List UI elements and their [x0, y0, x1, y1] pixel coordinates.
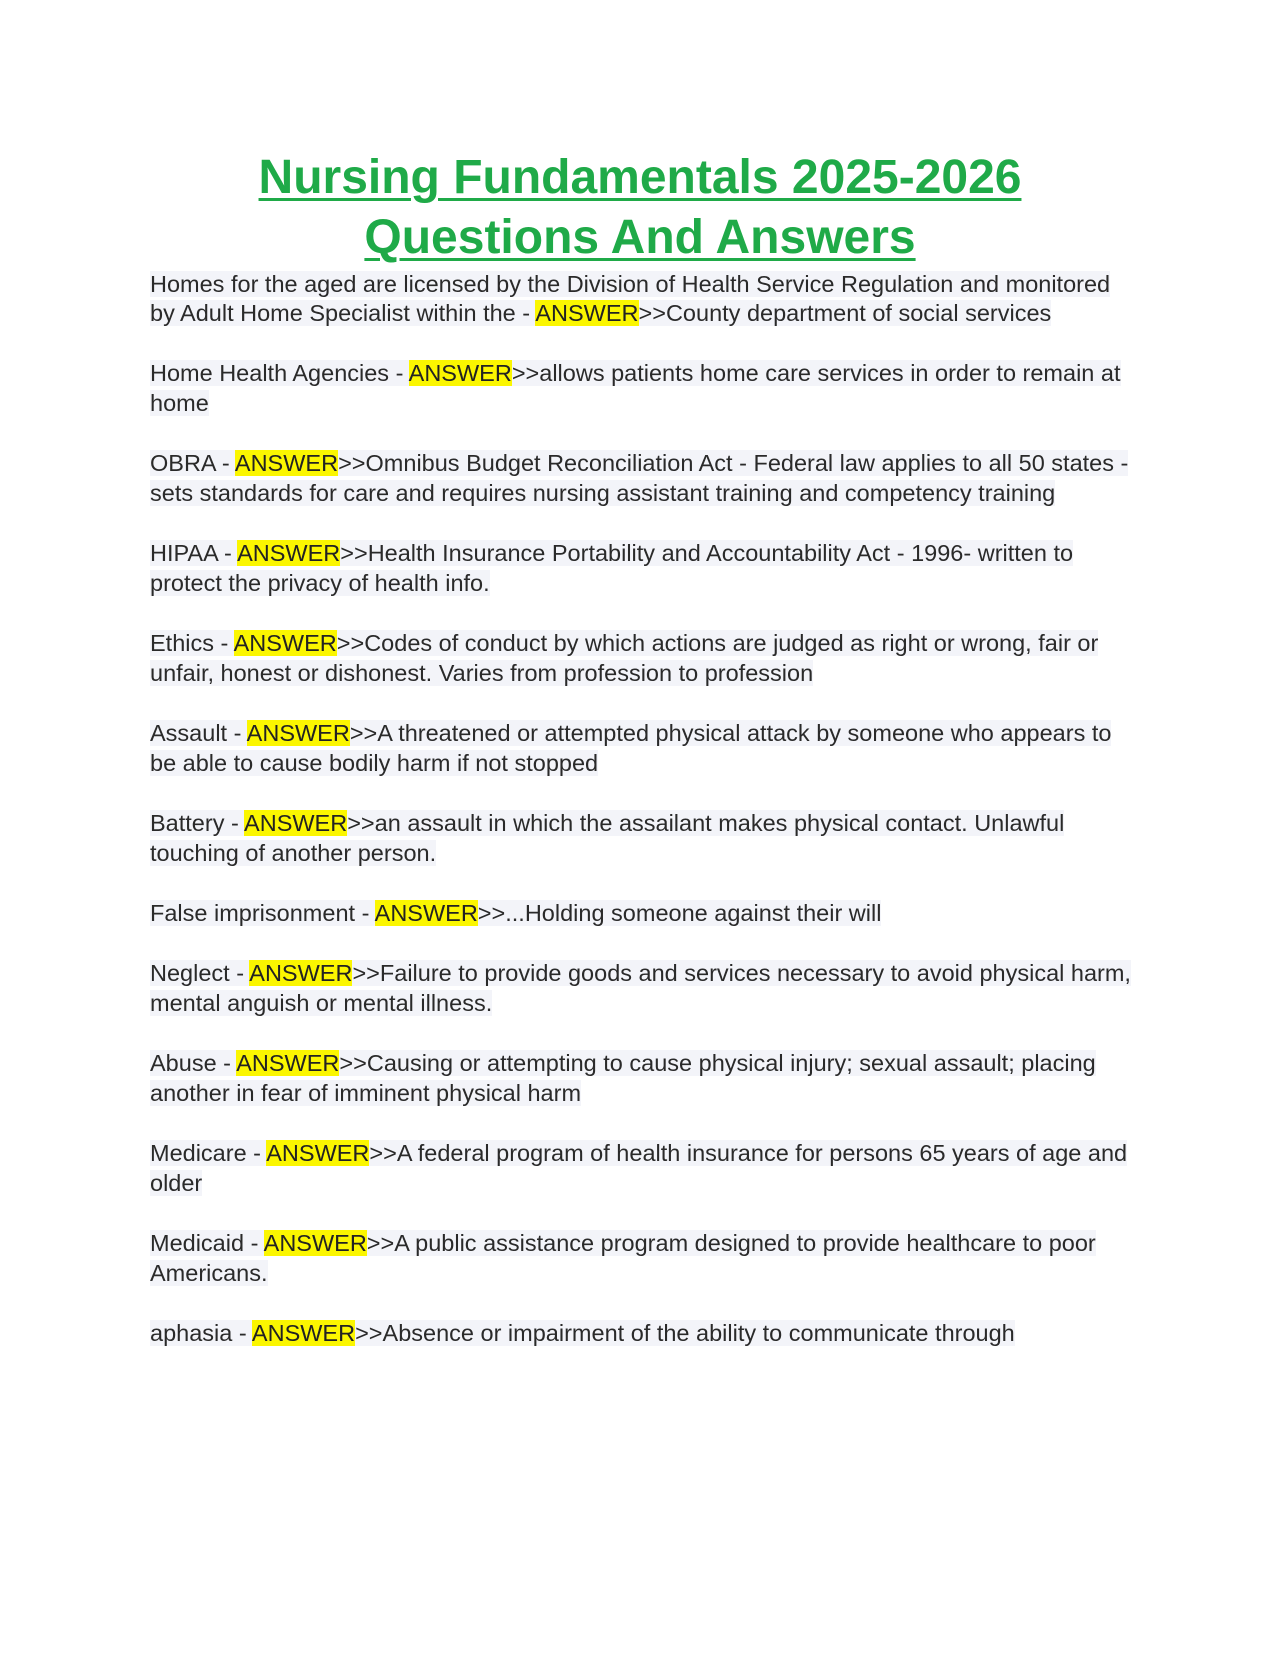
- qa-entry: [150, 628, 1140, 688]
- qa-separator: -: [244, 1230, 264, 1256]
- qa-entry: [150, 1048, 1140, 1108]
- qa-entry: [150, 270, 1140, 328]
- answer-arrow: >>: [339, 1050, 367, 1076]
- title-line-2: Questions And Answers: [364, 211, 916, 264]
- qa-separator: -: [214, 630, 234, 656]
- qa-entry-text: [150, 1140, 1127, 1196]
- qa-entry-text: [150, 1320, 1015, 1346]
- answer-arrow: >>: [369, 1140, 397, 1166]
- qa-entry-text: [150, 900, 881, 926]
- qa-separator: -: [215, 450, 235, 476]
- answer-highlight-tag: ANSWER: [374, 900, 478, 926]
- qa-entry-text: [150, 450, 1128, 506]
- qa-answer: allows patients home care services in order to remain at home: [150, 360, 1121, 416]
- qa-term: aphasia: [150, 1320, 233, 1346]
- qa-answer: Failure to provide goods and services necessary to avoid physical harm, mental anguish or mental illness.: [150, 960, 1131, 1016]
- document-title: [120, 148, 1160, 268]
- answer-arrow: >>: [477, 900, 506, 926]
- qa-term: HIPAA: [150, 540, 218, 566]
- qa-answer: Codes of conduct by which actions are judged as right or wrong, fair or unfair, honest or dishonest. Varies from profession to profession: [150, 630, 1099, 686]
- qa-separator: -: [515, 300, 536, 326]
- qa-separator: -: [216, 1050, 237, 1076]
- answer-highlight-tag: ANSWER: [237, 540, 341, 566]
- answer-arrow: >>: [355, 1320, 383, 1346]
- qa-answer: Causing or attempting to cause physical injury; sexual assault; placing another in fear of imminent physical harm: [150, 1050, 1096, 1106]
- qa-list: [150, 270, 1140, 1378]
- qa-entry: [150, 898, 1140, 928]
- qa-term: Ethics: [150, 630, 214, 656]
- qa-answer: Omnibus Budget Reconciliation Act - Federal law applies to all 50 states - sets standards for care and requires nursing assistant training and competency training: [150, 450, 1129, 506]
- qa-entry: [150, 808, 1140, 868]
- qa-entry-text: [150, 271, 1110, 326]
- answer-highlight-tag: ANSWER: [244, 810, 348, 836]
- qa-separator: -: [355, 900, 375, 926]
- qa-answer: an assault in which the assailant makes physical contact. Unlawful touching of another person.: [150, 810, 1065, 866]
- qa-term: OBRA: [150, 450, 216, 476]
- answer-highlight-tag: ANSWER: [246, 720, 350, 746]
- qa-separator: -: [232, 1320, 252, 1346]
- qa-term: False imprisonment: [150, 900, 356, 926]
- qa-entry-text: [150, 810, 1064, 866]
- qa-term: Battery: [150, 810, 225, 836]
- qa-term: Homes for the aged are licensed by the Division of Health Service Regulation and monitored by Adult Home Specialist within the: [150, 271, 1111, 326]
- qa-entry: [150, 958, 1140, 1018]
- qa-entry-text: [150, 1050, 1096, 1106]
- answer-arrow: >>: [347, 810, 375, 836]
- answer-highlight-tag: ANSWER: [249, 960, 353, 986]
- answer-highlight-tag: ANSWER: [233, 630, 337, 656]
- qa-entry-text: [150, 960, 1131, 1016]
- qa-answer: Health Insurance Portability and Accountability Act - 1996- written to protect the privacy of health info.: [150, 540, 1074, 596]
- answer-arrow: >>: [338, 450, 366, 476]
- answer-arrow: >>: [366, 1230, 395, 1256]
- answer-arrow: >>: [352, 960, 380, 986]
- qa-entry: [150, 718, 1140, 778]
- qa-term: Home Health Agencies: [150, 360, 390, 386]
- qa-entry: [150, 358, 1140, 418]
- qa-answer: A public assistance program designed to provide healthcare to poor Americans.: [150, 1230, 1096, 1286]
- qa-entry-text: [150, 540, 1073, 596]
- qa-answer: A federal program of health insurance for persons 65 years of age and older: [150, 1140, 1128, 1196]
- qa-term: Medicaid: [150, 1230, 245, 1256]
- answer-arrow: >>: [638, 300, 666, 326]
- qa-answer: A threatened or attempted physical attack by someone who appears to be able to cause bodily harm if not stopped: [150, 720, 1112, 776]
- answer-highlight-tag: ANSWER: [251, 1320, 356, 1346]
- qa-separator: -: [229, 960, 250, 986]
- qa-answer: ...Holding someone against their will: [505, 900, 882, 926]
- qa-separator: -: [389, 360, 409, 386]
- answer-arrow: >>: [340, 540, 368, 566]
- answer-arrow: >>: [336, 630, 365, 656]
- title-line-1: Nursing Fundamentals 2025-2026: [258, 151, 1022, 204]
- qa-answer: County department of social services: [665, 300, 1052, 326]
- answer-arrow: >>: [349, 720, 378, 746]
- qa-separator: -: [246, 1140, 267, 1166]
- answer-highlight-tag: ANSWER: [236, 1050, 340, 1076]
- qa-answer: Absence or impairment of the ability to communicate through: [382, 1320, 1015, 1346]
- qa-separator: -: [217, 540, 238, 566]
- answer-highlight-tag: ANSWER: [535, 300, 639, 326]
- answer-highlight-tag: ANSWER: [408, 360, 512, 386]
- qa-term: Neglect: [150, 960, 230, 986]
- answer-highlight-tag: ANSWER: [263, 1230, 367, 1256]
- qa-entry-text: [150, 630, 1098, 686]
- qa-term: Abuse: [150, 1050, 217, 1076]
- qa-entry: [150, 1138, 1140, 1198]
- qa-entry: [150, 448, 1140, 508]
- qa-term: Medicare: [150, 1140, 247, 1166]
- qa-entry-text: [150, 720, 1111, 776]
- qa-entry: [150, 1318, 1140, 1348]
- answer-highlight-tag: ANSWER: [266, 1140, 370, 1166]
- qa-term: Assault: [150, 720, 228, 746]
- qa-entry: [150, 538, 1140, 598]
- qa-entry-text: [150, 360, 1121, 416]
- qa-entry: [150, 1228, 1140, 1288]
- answer-highlight-tag: ANSWER: [234, 450, 339, 476]
- qa-separator: -: [227, 720, 247, 746]
- answer-arrow: >>: [511, 360, 540, 386]
- qa-entry-text: [150, 1230, 1096, 1286]
- qa-separator: -: [224, 810, 245, 836]
